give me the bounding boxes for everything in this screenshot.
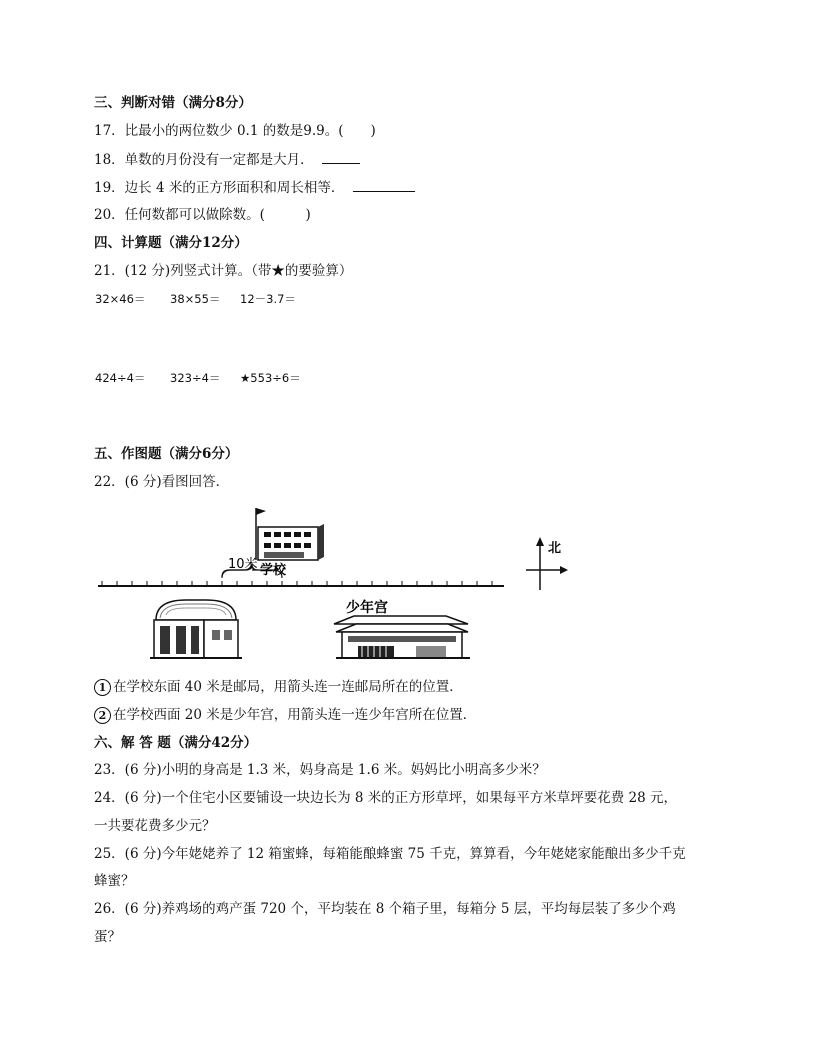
calc-item: 38×55＝	[170, 292, 221, 306]
question-25: 25．(6 分)今年姥姥养了 12 箱蜜蜂，每箱能酿蜂蜜 75 千克，算算看，今年姥姥家能酿出多少千克	[94, 846, 686, 862]
question-19-text: 19．边长 4 米的正方形面积和周长相等．	[94, 180, 345, 196]
question-26-cont: 蛋？	[94, 929, 121, 945]
question-24: 24．(6 分)一个住宅小区要铺设一块边长为 8 米的正方形草坪，如果每平方米草坪要花费 28 元，	[94, 790, 678, 806]
childrens-palace-building-icon	[334, 599, 470, 658]
calc-item: 424÷4＝	[95, 371, 146, 385]
sub-question-1	[94, 678, 463, 696]
question-26: 26．(6 分)养鸡场的鸡产蛋 720 个，平均装在 8 个箱子里，每箱分 5 层，平均每层装了多少个鸡	[94, 901, 676, 917]
answer-blank-18[interactable]	[322, 151, 360, 164]
post-office-building-icon	[150, 600, 242, 658]
number-line	[98, 581, 504, 586]
question-20: 20．任何数都可以做除数。( )	[94, 207, 311, 223]
map-figure	[96, 500, 576, 670]
question-24-cont: 一共要花费多少元？	[94, 818, 216, 834]
calc-item: 12－3.7＝	[240, 292, 296, 306]
circled-number: 2	[94, 707, 111, 724]
scale-label: 10米	[228, 557, 258, 572]
question-25-cont: 蜂蜜？	[94, 873, 135, 889]
sub-question-1-text: 在学校东面 40 米是邮局，用箭头连一连邮局所在的位置．	[113, 679, 463, 695]
sub-question-2	[94, 706, 476, 724]
circled-number: 1	[94, 679, 111, 696]
section5-title: 五、作图题（满分6分）	[94, 446, 239, 462]
section6-title: 六、解 答 题（满分42分）	[94, 735, 258, 751]
section4-title: 四、计算题（满分12分）	[94, 235, 248, 251]
question-18	[94, 151, 360, 169]
north-label: 北	[548, 541, 562, 556]
question-22: 22．(6 分)看图回答．	[94, 474, 230, 490]
calc-item: ★553÷6＝	[240, 371, 301, 385]
calc-item: 323÷4＝	[170, 371, 221, 385]
calc-item: 32×46＝	[95, 292, 146, 306]
palace-label: 少年宫	[346, 600, 388, 616]
answer-blank-19[interactable]	[353, 179, 415, 192]
question-23: 23．(6 分)小明的身高是 1.3 米，妈身高是 1.6 米。妈妈比小明高多少米？	[94, 762, 546, 778]
question-17: 17．比最小的两位数少 0.1 的数是9.9。( )	[94, 123, 376, 139]
school-building-icon	[256, 508, 324, 560]
school-label: 学校	[260, 563, 287, 578]
question-18-text: 18．单数的月份没有一定都是大月．	[94, 152, 314, 168]
sub-question-2-text: 在学校西面 20 米是少年宫，用箭头连一连少年宫所在位置．	[113, 707, 477, 723]
question-19	[94, 179, 415, 197]
section3-title: 三、判断对错（满分8分）	[94, 95, 252, 111]
question-21: 21．(12 分)列竖式计算。（带★的要验算）	[94, 263, 353, 279]
compass-icon	[526, 537, 568, 590]
